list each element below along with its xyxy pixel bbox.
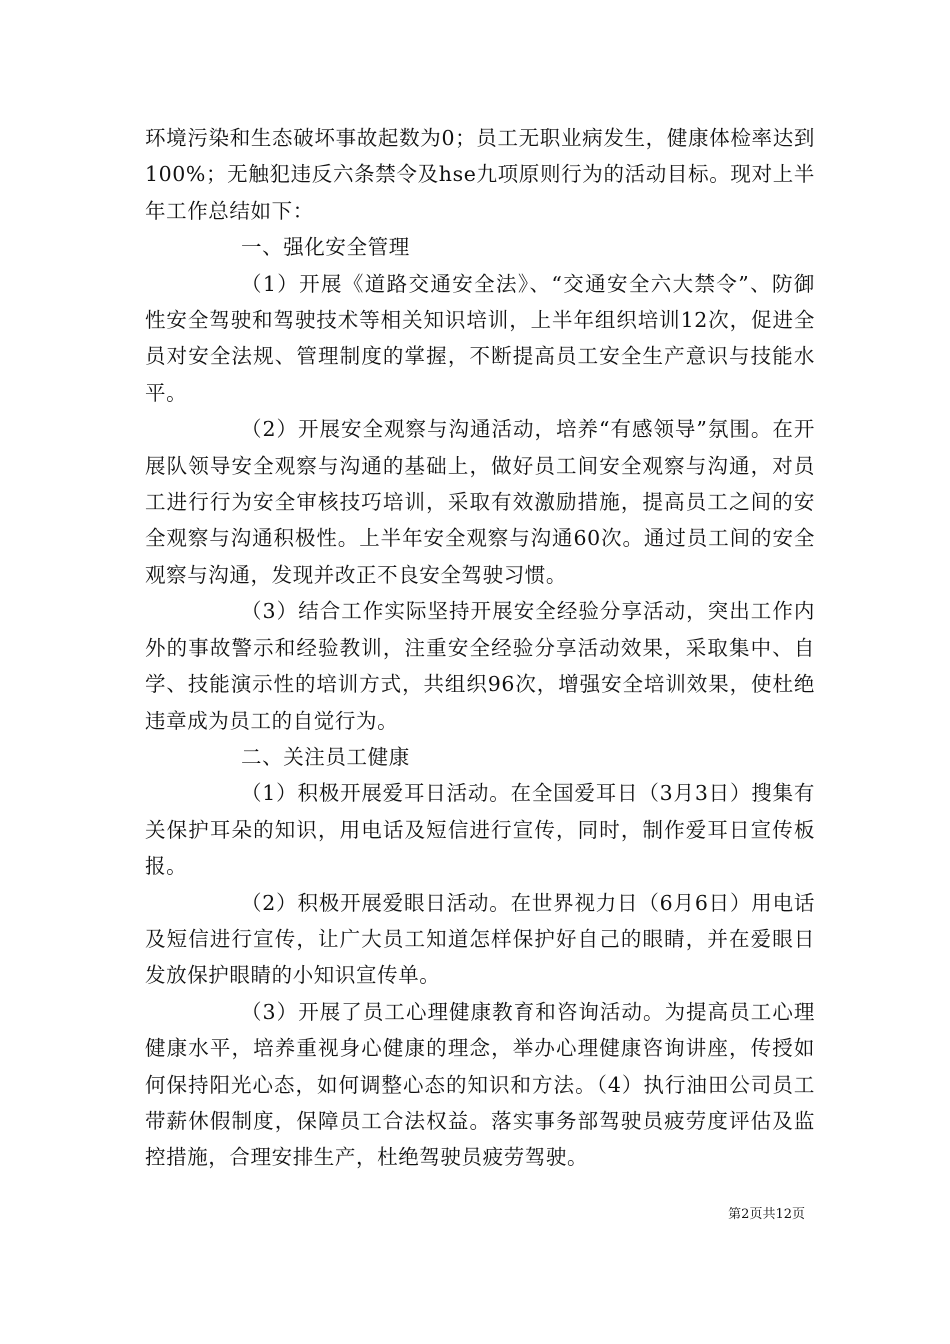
section-heading-safety-management: 一、强化安全管理	[241, 235, 410, 260]
section-heading-employee-health: 二、关注员工健康	[241, 744, 410, 769]
document-body	[145, 120, 815, 1176]
page-number: 第2页共12页	[728, 1207, 805, 1222]
paragraph-mental-health: （3）开展了员工心理健康教育和咨询活动。为提高员工心理健康水平，培养重视身心健康的理念，举办心理健康咨询讲座，传授如何保持阳光心态，如何调整心态的知识和方法。（4）执行油田公司员工带薪休假制度，保障员工合法权益。落实事务部驾驶员疲劳度评估及监控措施，合理安排生产，杜绝驾驶员疲劳驾驶。	[145, 999, 815, 1170]
paragraph-experience-sharing: （3）结合工作实际坚持开展安全经验分享活动，突出工作内外的事故警示和经验教训，注重安全经验分享活动效果，采取集中、自学、技能演示性的培训方式，共组织96次，增强安全培训效果，使杜绝违章成为员工的自觉行为。	[145, 599, 815, 733]
intro-paragraph: 环境污染和生态破坏事故起数为0；员工无职业病发生，健康体检率达到100%；无触犯违反六条禁令及hse九项原则行为的活动目标。现对上半年工作总结如下：	[145, 126, 815, 223]
paragraph-traffic-law-training: （1）开展《道路交通安全法》、“交通安全六大禁令”、防御性安全驾驶和驾驶技术等相关知识培训，上半年组织培训12次，促进全员对安全法规、管理制度的掌握，不断提高员工安全生产意识与技能水平。	[145, 271, 815, 405]
paragraph-eye-care-day: （2）积极开展爱眼日活动。在世界视力日（6月6日）用电话及短信进行宣传，让广大员工知道怎样保护好自己的眼睛，并在爱眼日发放保护眼睛的小知识宣传单。	[145, 890, 815, 988]
paragraph-safety-observation: （2）开展安全观察与沟通活动，培养“有感领导”氛围。在开展队领导安全观察与沟通的基础上，做好员工间安全观察与沟通，对员工进行行为安全审核技巧培训，采取有效激励措施，提高员工之间的安全观察与沟通积极性。上半年安全观察与沟通60次。通过员工间的安全观察与沟通，发现并改正不良安全驾驶习惯。	[145, 417, 815, 587]
paragraph-ear-care-day: （1）积极开展爱耳日活动。在全国爱耳日（3月3日）搜集有关保护耳朵的知识，用电话及短信进行宣传，同时，制作爱耳日宣传板报。	[145, 781, 815, 879]
